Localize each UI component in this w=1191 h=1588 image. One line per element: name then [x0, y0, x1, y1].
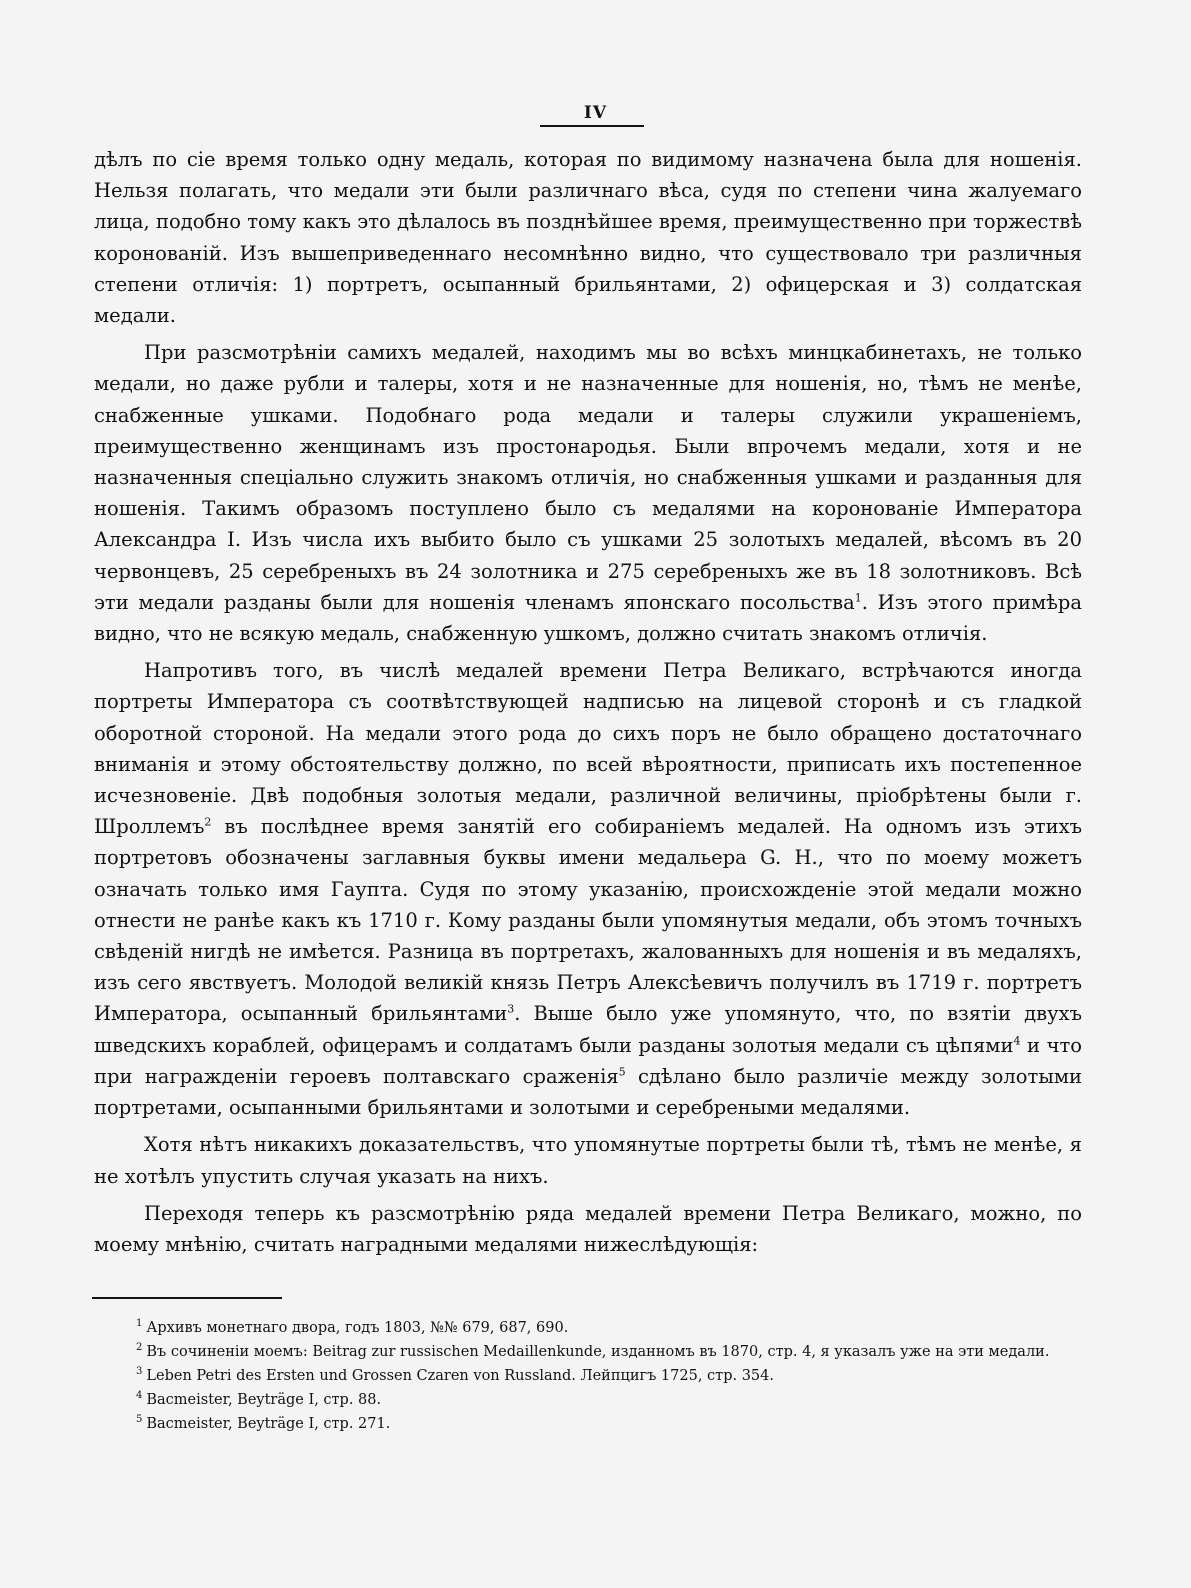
footnote-text: Въ сочиненіи моемъ: Beitrag zur russischen Medaillenkunde, изданномъ въ 1870, стр. 4, я указалъ уже на эти медали. — [146, 1344, 1050, 1360]
footnote-mark: 3 — [136, 1366, 143, 1378]
paragraph-3 — [94, 655, 1082, 1123]
paragraph-3-text-b: въ послѣднее время занятій его собираніемъ медалей. На одномъ изъ этихъ портретовъ обозначены заглавныя буквы имени медальера G. H., что по моему можетъ означать только имя Гаупта. Судя по этому указанію, происхожденіе этой медали можно отнести не ранѣе какъ къ 1710 г. Кому разданы были упомянутыя медали, объ этомъ точныхъ свѣденій нигдѣ не имѣется. Разница въ портретахъ, жалованныхъ для ношенія и въ медаляхъ, изъ сего явствуетъ. Молодой великій князь Петръ Алексѣевичъ получилъ въ 1719 г. портретъ Императора, осыпанный брильянтами — [94, 815, 1082, 1026]
footnote-1 — [94, 1318, 1082, 1339]
footnote-text: Bacmeister, Beyträge I, стр. 88. — [146, 1392, 382, 1408]
paragraph-4 — [94, 1129, 1082, 1191]
paragraph-3-text-e: сдѣлано было различіе между золотыми портретами, осыпанными брильянтами и золотыми и серебреными медалями. — [94, 1064, 1082, 1120]
footnote-mark: 1 — [136, 1318, 143, 1330]
page-number: IV — [583, 103, 608, 123]
paragraph-3-text-d: и что при награжденіи героевъ полтавскаго сраженія — [94, 1033, 1082, 1088]
footnote-mark: 5 — [136, 1414, 143, 1426]
paragraph-3-text-a: Напротивъ того, въ числѣ медалей времени Петра Великаго, встрѣчаются иногда портреты Императора съ соотвѣтствующей надписью на лицевой сторонѣ и съ гладкой оборотной стороной. На медали этого рода до сихъ поръ не было обращено достаточнаго вниманія и этому обстоятельству должно, по всей вѣроятности, приписать ихъ постепенное исчезновеніе. Двѣ подобныя золотыя медали, различной величины, пріобрѣтены были г. Шроллемъ — [94, 659, 1082, 839]
paragraph-2-text-b: . Изъ этого примѣра видно, что не всякую медаль, снабженную ушкомъ, должно считать знакомъ отличія. — [94, 590, 1082, 646]
footnote-2 — [94, 1342, 1082, 1363]
paragraph-2-text-a: При разсмотрѣніи самихъ медалей, находимъ мы во всѣхъ минцкабинетахъ, не только медали, но даже рубли и талеры, хотя и не назначенные для ношенія, но, тѣмъ не менѣе, снабженные ушками. Подобнаго рода медали и талеры служили украшеніемъ, преимущественно женщинамъ изъ простонародья. Были впрочемъ медали, хотя и не назначенныя спеціально служить знакомъ отличія, но снабженныя ушками и разданныя для ношенія. Такимъ образомъ поступлено было съ медалями на коронованіе Императора Александра I. Изъ числа ихъ выбито было съ ушками 25 золотыхъ медалей, вѣсомъ въ 20 червонцевъ, 25 серебреныхъ въ 24 золотника и 275 серебреныхъ же въ 18 золотниковъ. Всѣ эти медали разданы были для ношенія членамъ японскаго посольства — [94, 341, 1082, 614]
footnote-ref-2: 2 — [204, 815, 212, 829]
paragraph-2 — [94, 337, 1082, 649]
footnote-text: Leben Petri des Ersten und Grossen Czaren von Russland. Лейпцигъ 1725, стр. 354. — [146, 1368, 774, 1384]
paragraph-5-text: Переходя теперь къ разсмотрѣнію ряда медалей времени Петра Великаго, можно, по моему мнѣнію, считать наградными медалями нижеслѣдующія: — [94, 1201, 1082, 1256]
paragraph-4-text: Хотя нѣтъ никакихъ доказательствъ, что упомянутые портреты были тѣ, тѣмъ не менѣе, я не хотѣлъ упустить случая указать на нихъ. — [94, 1133, 1082, 1188]
footnote-ref-1: 1 — [854, 591, 862, 605]
footnote-5 — [94, 1414, 1082, 1435]
footnote-mark: 2 — [136, 1342, 143, 1354]
paragraph-1 — [94, 144, 1082, 331]
footnote-4 — [94, 1390, 1082, 1411]
paragraph-5 — [94, 1198, 1082, 1260]
footnote-text: Bacmeister, Beyträge I, стр. 271. — [146, 1416, 391, 1432]
footnote-ref-4: 4 — [1013, 1034, 1021, 1048]
header-rule — [540, 125, 644, 127]
footnote-mark: 4 — [136, 1390, 143, 1402]
footnote-ref-3: 3 — [507, 1002, 515, 1016]
footnote-ref-5: 5 — [618, 1065, 626, 1079]
footnotes — [94, 1318, 1082, 1438]
paragraph-1-text: дѣлъ по сіе время только одну медаль, которая по видимому назначена была для ношенія. Нельзя полагать, что медали эти были различнаго вѣса, судя по степени чина жалуемаго лица, подобно тому какъ это дѣлалось въ позднѣйшее время, преимущественно при торжествѣ коронованій. Изъ вышеприведеннаго несомнѣнно видно, что существовало три различныя степени отличія: 1) портретъ, осыпанный брильянтами, 2) офицерская и 3) солдатская медали. — [94, 148, 1082, 328]
footnote-text: Архивъ монетнаго двора, годъ 1803, №№ 679, 687, 690. — [146, 1320, 569, 1336]
body-text — [94, 144, 1082, 1266]
paragraph-3-text-c: . Выше было уже упомянуто, что, по взятіи двухъ шведскихъ кораблей, офицерамъ и солдатамъ были разданы золотыя медали съ цѣпями — [94, 1002, 1082, 1057]
footnote-rule — [92, 1297, 282, 1299]
footnote-3 — [94, 1366, 1082, 1387]
